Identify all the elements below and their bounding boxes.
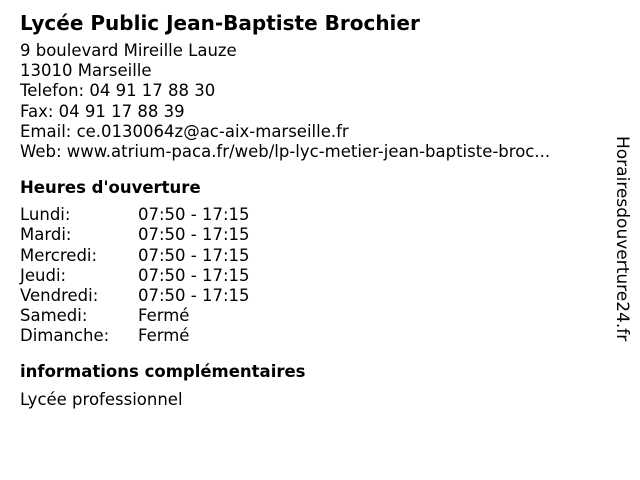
- website-link[interactable]: Web: www.atrium-paca.fr/web/lp-lyc-metier-jean-baptiste-broc...: [20, 142, 551, 162]
- day-label: Jeudi:: [20, 265, 67, 285]
- school-name: Lycée Public Jean-Baptiste Brochier: [20, 11, 420, 35]
- day-label: Mercredi:: [20, 245, 98, 265]
- additional-info-heading: informations complémentaires: [20, 361, 306, 381]
- hours-row-wednesday: [20, 246, 250, 266]
- phone-number[interactable]: Telefon: 04 91 17 88 30: [20, 81, 216, 101]
- hours-heading: Heures d'ouverture: [20, 178, 201, 198]
- day-hours: 07:50 - 17:15: [138, 205, 250, 225]
- day-hours: Fermé: [138, 326, 190, 346]
- school-card: [20, 10, 610, 411]
- hours-row-friday: [20, 286, 250, 306]
- opening-hours-table: [20, 205, 250, 346]
- hours-row-thursday: [20, 266, 250, 286]
- day-hours: 07:50 - 17:15: [138, 265, 250, 285]
- street-address: 9 boulevard Mireille Lauze: [20, 41, 237, 60]
- day-label: Vendredi:: [20, 286, 99, 306]
- day-label: Samedi:: [20, 306, 88, 326]
- day-hours: 07:50 - 17:15: [138, 286, 250, 306]
- day-label: Mardi:: [20, 225, 72, 245]
- day-hours: 07:50 - 17:15: [138, 225, 250, 245]
- day-hours: 07:50 - 17:15: [138, 245, 250, 265]
- postal-city: 13010 Marseille: [20, 61, 152, 81]
- day-label: Lundi:: [20, 205, 71, 225]
- day-label: Dimanche:: [20, 326, 110, 346]
- fax-number: Fax: 04 91 17 88 39: [20, 101, 185, 121]
- email-address[interactable]: Email: ce.0130064z@ac-aix-marseille.fr: [20, 121, 349, 141]
- hours-row-sunday: [20, 326, 250, 346]
- address-block: [20, 41, 610, 162]
- hours-row-saturday: [20, 306, 250, 326]
- additional-info-text: Lycée professionnel: [20, 389, 183, 409]
- site-watermark: Horairesdouverture24.fr: [612, 136, 632, 342]
- hours-row-monday: [20, 205, 250, 225]
- hours-row-tuesday: [20, 225, 250, 245]
- day-hours: Fermé: [138, 306, 190, 326]
